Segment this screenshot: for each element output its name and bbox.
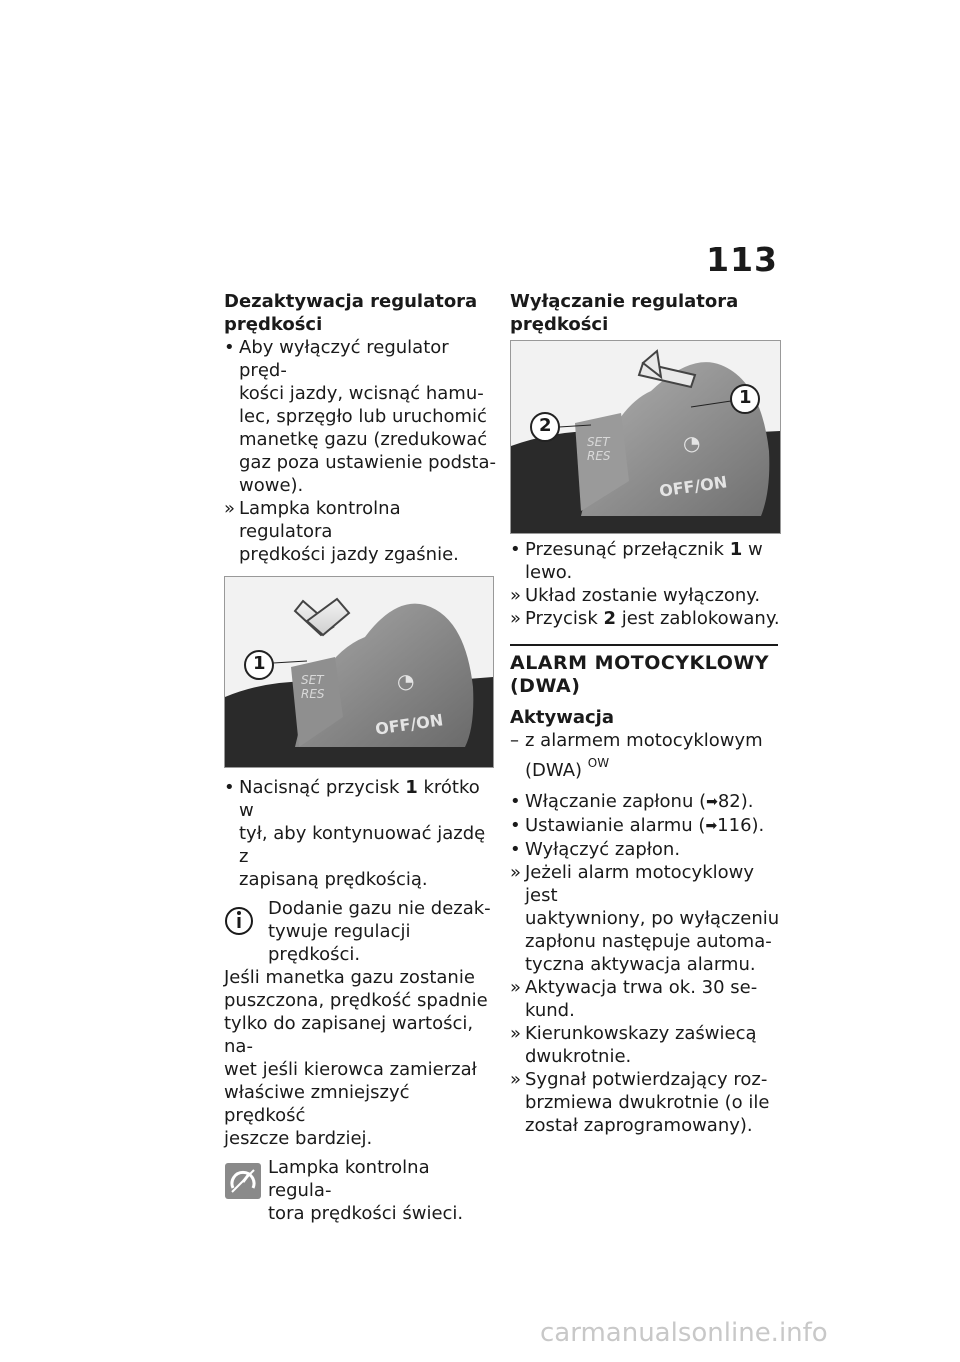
right-column	[510, 290, 782, 336]
figure-disable-switch	[510, 340, 781, 534]
result-item: » Aktywacja trwa ok. 30 se- kund.	[510, 977, 758, 1021]
bullet-icon: •	[510, 791, 521, 812]
result-item: » Jeżeli alarm motocyklowy jest uaktywniony, po wyłączeniu zapłonu następuje automa- tyczna aktywacja alarmu.	[510, 862, 780, 975]
result-arrow-icon: »	[510, 1023, 522, 1044]
info-note: Dodanie gazu nie dezak- tywuje regulacji prędkości.	[224, 897, 496, 966]
callout-1: 1	[739, 387, 752, 408]
set-label: SET	[301, 673, 324, 687]
offon-label: OFF/ON	[658, 472, 729, 501]
paragraph: Jeśli manetka gazu zostanie puszczona, prędkość spadnie tylko do zapisanej wartości, na- wet jeśli kierowca zamierzał właściwe zmniejszyć prędkość jeszcze bardziej.	[224, 967, 488, 1149]
bullet-icon: •	[510, 539, 521, 560]
figure-resume-switch	[224, 576, 494, 768]
set-label: SET	[587, 435, 610, 449]
page-reference-link[interactable]: 82	[717, 791, 741, 812]
res-label: RES	[301, 687, 325, 701]
result-arrow-icon: »	[510, 862, 522, 883]
result-arrow-icon: »	[510, 1069, 522, 1090]
page-number: 113	[706, 240, 778, 279]
watermark: carmanualsonline.info	[540, 1318, 828, 1348]
indicator-note: Lampka kontrolna regula- tora prędkości świeci.	[224, 1156, 496, 1225]
callout-1: 1	[253, 653, 266, 674]
result-item: » Kierunkowskazy zaświecą dwukrotnie.	[510, 1023, 757, 1067]
res-label: RES	[587, 449, 611, 463]
bullet-icon: •	[224, 777, 235, 798]
list-item: • Nacisnąć przycisk 1 krótko w tył, aby kontynuować jazdę z zapisaną prędkością.	[224, 777, 486, 890]
page-reference-arrow-icon: ➡	[706, 794, 718, 810]
list-item: • Ustawianie alarmu (➡116).	[510, 815, 765, 836]
heading-disable: Wyłączanie regulatora prędkości	[510, 291, 739, 335]
subheading-activation: Aktywacja	[510, 707, 615, 728]
result-item: » Sygnał potwierdzający roz- brzmiewa dwukrotnie (o ile został zaprogramowany).	[510, 1069, 770, 1136]
cruise-control-icon: ◔	[683, 431, 701, 455]
equipment-item: – z alarmem motocyklowym (DWA) $^{OW}$	[510, 730, 763, 781]
cruise-indicator-icon	[224, 1162, 262, 1200]
optional-equipment-code: OW	[587, 756, 610, 770]
result-arrow-icon: »	[510, 977, 522, 998]
bullet-icon: •	[510, 815, 521, 836]
result-item: » Układ zostanie wyłączony.	[510, 585, 761, 606]
result-item: » Lampka kontrolna regulatora prędkości jazdy zgaśnie.	[224, 498, 459, 565]
page-reference-arrow-icon: ➡	[705, 818, 718, 834]
left-column	[224, 290, 496, 621]
list-item: • Wyłączyć zapłon.	[510, 839, 681, 860]
cruise-control-icon: ◔	[397, 669, 415, 693]
list-item: • Przesunąć przełącznik 1 w lewo.	[510, 539, 763, 583]
offon-label: OFF/ON	[374, 710, 445, 739]
list-item: • Włączanie zapłonu (➡82).	[510, 791, 754, 812]
bullet-icon: •	[510, 839, 521, 860]
info-icon	[224, 903, 254, 939]
result-arrow-icon: »	[510, 585, 522, 606]
heading-deactivation: Dezaktywacja regulatora prędkości	[224, 291, 478, 335]
result-arrow-icon: »	[224, 498, 236, 519]
section-title: ALARM MOTOCYKLOWY (DWA)	[510, 652, 770, 697]
callout-2: 2	[539, 415, 552, 436]
right-column-lower	[510, 538, 782, 1137]
left-column-lower	[224, 776, 496, 1225]
section-rule	[510, 644, 778, 646]
result-arrow-icon: »	[510, 608, 522, 629]
bullet-icon: •	[224, 337, 235, 358]
dash-icon: –	[510, 730, 519, 751]
list-item: • Aby wyłączyć regulator pręd- kości jazdy, wcisnąć hamu- lec, sprzęgło lub uruchomić manetkę gazu (zredukować gaz poza ustawienie podsta- wowe).	[224, 337, 496, 496]
page-reference-link[interactable]: 116	[717, 815, 752, 836]
result-item: » Przycisk 2 jest zablokowany.	[510, 608, 780, 629]
